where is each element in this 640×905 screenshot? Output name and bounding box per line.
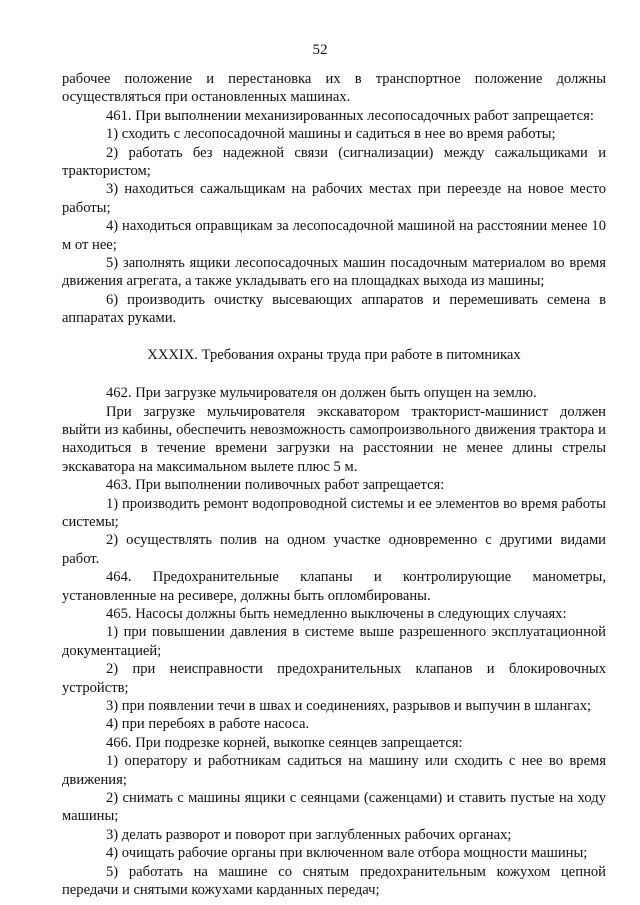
paragraph: 5) заполнять ящики лесопосадочных машин посадочным материалом во время движения агрегата, а также укладывать его на площадках выхода из машины; [62, 255, 606, 290]
paragraph: 463. При выполнении поливочных работ запрещается: [106, 477, 445, 494]
paragraph: 2) снимать с машины ящики с сеянцами (саженцами) и ставить пустые на ходу машины; [62, 790, 606, 825]
paragraph: 1) сходить с лесопосадочной машины и садиться в нее во время работы; [106, 126, 556, 143]
paragraph: 461. При выполнении механизированных лесопосадочных работ запрещается: [106, 107, 594, 124]
paragraph: 3) при появлении течи в швах и соединениях, разрывов и выпучин в шлангах; [106, 698, 592, 714]
paragraph: 5) работать на машине со снятым предохранительным кожухом цепной передачи и снятыми кожухами карданных передач; [62, 863, 606, 899]
paragraph: 1) оператору и работникам садиться на машину или сходить с нее во время движения; [62, 753, 606, 788]
paragraph: рабочее положение и перестановка их в транспортное положение должны осуществляться при остановленных машинах. [62, 71, 606, 106]
paragraph: 3) находиться сажальщикам на рабочих местах при переезде на новое место работы; [62, 181, 606, 216]
text-block-after-heading [62, 384, 606, 899]
document-body [62, 70, 606, 899]
page-number: 52 [312, 42, 328, 58]
section-heading: XXXIX. Требования охраны труда при работе в питомниках [147, 346, 521, 363]
paragraph: 465. Насосы должны быть немедленно выключены в следующих случаях: [106, 605, 567, 622]
paragraph: 3) делать разворот и поворот при заглубленных рабочих органах; [106, 826, 512, 843]
paragraph: 4) находиться оправщикам за лесопосадочной машиной на расстоянии менее 10 м от нее; [62, 218, 606, 253]
paragraph: 4) при перебоях в работе насоса. [106, 716, 310, 733]
paragraph: 462. При загрузке мульчирователя он должен быть опущен на землю. [106, 385, 537, 402]
paragraph: 4) очищать рабочие органы при включенном вале отбора мощности машины; [106, 845, 588, 862]
paragraph: При загрузке мульчирователя экскаватором тракторист-машинист должен выйти из кабины, обеспечить невозможность самопроизвольного движения трактора и находиться в течение времени загрузки на расстоянии не менее длины стрелы экскаватора на максимальном вылете плюс 5 м. [62, 403, 606, 475]
paragraph: 2) осуществлять полив на одном участке одновременно с другими видами работ. [62, 532, 606, 567]
paragraph: 464. Предохранительные клапаны и контролирующие манометры, установленные на ресивере, должны быть опломбированы. [62, 569, 606, 604]
paragraph: 1) производить ремонт водопроводной системы и ее элементов во время работы системы; [62, 495, 606, 530]
paragraph: 466. При подрезке корней, выкопке сеянцев запрещается: [106, 734, 463, 751]
paragraph: 1) при повышении давления в системе выше разрешенного эксплуатационной документацией; [62, 624, 606, 659]
paragraph: 6) производить очистку высевающих аппаратов и перемешивать семена в аппаратах руками. [62, 291, 606, 327]
paragraph: 2) работать без надежной связи (сигнализации) между сажальщиками и трактористом; [62, 144, 606, 180]
text-block-before-heading [62, 70, 606, 328]
paragraph: 2) при неисправности предохранительных клапанов и блокировочных устройств; [62, 661, 606, 696]
